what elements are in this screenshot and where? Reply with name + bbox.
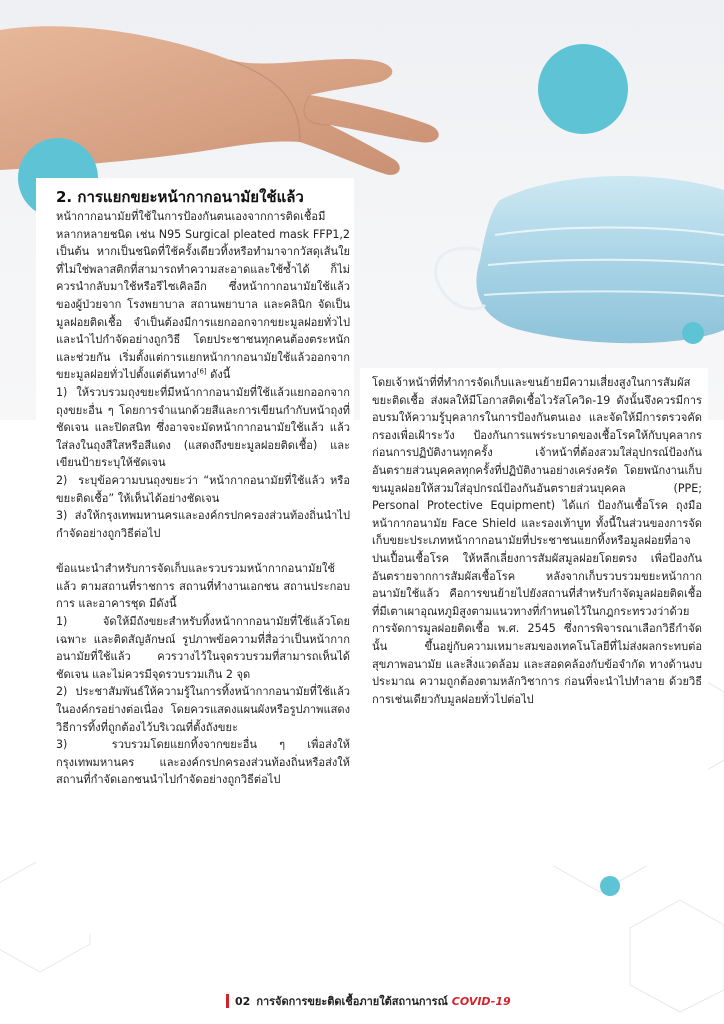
intro-text: หน้ากากอนามัยที่ใช้ในการป้องกันตนเองจากการติดเชื้อมีหลากหลายชนิด เช่น N95 Surgical pleated mask FFP1,2 เป็นต้น หากเป็นชนิดที่ใช้ครั้งเดียวทิ้งหรือทำมาจากวัสดุเส้นใยที่ไม่ใช่พลาสติกที่สามารถทำความสะอาดและใช้ซ้ำได้ ก็ไม่ควรนำกลับมาใช้หรือรีไซเคิลอีก ซึ่งหน้ากากอนามัยใช้แล้วของผู้ป่วยจาก โรงพยาบาล สถานพยาบาล และคลินิก จัดเป็นมูลฝอยติดเชื้อ จำเป็นต้องมีการแยกออกจากขยะมูลฝอยทั่วไป และนำไปกำจัดอย่างถูกวิธี โดยประชาชนทุกคนต้องตระหนักและช่วยกัน เริ่มตั้งแต่การแยกหน้ากากอนามัยใช้แล้วออกจากขยะมูลฝอยทั่วไปตั้งแต่ต้นทาง bbox=[56, 210, 350, 382]
left-column bbox=[56, 186, 350, 789]
footer-accent-bar bbox=[226, 994, 229, 1008]
intro-suffix: ดังนี้ bbox=[206, 368, 231, 382]
intro-paragraph bbox=[56, 208, 350, 384]
accent-circle-small-low bbox=[600, 876, 620, 896]
list-item: 1) จัดให้มีถังขยะสำหรับทิ้งหน้ากากอนามัยที่ใช้แล้วโดยเฉพาะ และติดสัญลักษณ์ รูปภาพข้อความที่สื่อว่าเป็นหน้ากากอนามัยที่ใช้แล้ว ควรวางไว้ในจุดรวบรวมที่สามารถเห็นได้ชัดเจน และไม่ควรมีจุดรวบรวมเกิน 2 จุด bbox=[56, 615, 350, 681]
page-footer bbox=[226, 993, 511, 1009]
accent-circle-small-mid bbox=[682, 322, 704, 344]
list-item: 3) ส่งให้กรุงเทพมหานครและองค์กรปกครองส่วนท้องถิ่นนำไปกำจัดอย่างถูกวิธีต่อไป bbox=[56, 509, 350, 540]
list-item: 2) ประชาสัมพันธ์ให้ความรู้ในการทิ้งหน้ากากอนามัยที่ใช้แล้วในองค์กรอย่างต่อเนื่อง โดยควรแสดงแผนผังหรือรูปภาพแสดงวิธีการทิ้งที่ถูกต้องไว้บริเวณที่ตั้งถังขยะ bbox=[56, 685, 350, 734]
footer-title: การจัดการขยะติดเชื้อภายใต้สถานการณ์ bbox=[256, 995, 448, 1008]
footer-title-highlight: COVID-19 bbox=[451, 994, 511, 1008]
recommendation-paragraph: ข้อแนะนำสำหรับการจัดเก็บและรวบรวมหน้ากากอนามัยใช้แล้ว ตามสถานที่ราชการ สถานที่ทำงานเอกชน สถานประกอบการ และอาคารชุด มีดังนี้ bbox=[56, 562, 350, 611]
list-item: 1) ให้รวบรวมถุงขยะที่มีหน้ากากอนามัยที่ใช้แล้วแยกออกจากถุงขยะอื่น ๆ โดยการจำแนกด้วยสีและการเขียนกำกับหน้าถุงที่ชัดเจน และปิดสนิท ซึ่งอาจจะมัดหน้ากากอนามัยใช้แล้ว แล้วใส่ลงในถุงสีใสหรือสีแดง (แสดงถึงขยะมูลฝอยติดเชื้อ) และเขียนป้ายระบุให้ชัดเจน bbox=[56, 385, 350, 470]
list-item: 3) รวบรวมโดยแยกทิ้งจากขยะอื่น ๆ เพื่อส่งให้กรุงเทพมหานคร และองค์กรปกครองส่วนท้องถิ่นหรือส่งให้สถานที่กำจัดเอกชนนำไปกำจัดอย่างถูกวิธีต่อไป bbox=[56, 738, 350, 787]
reference-mark: [6] bbox=[196, 367, 207, 376]
section-title: 2. การแยกขยะหน้ากากอนามัยใช้แล้ว bbox=[56, 188, 304, 206]
list-item: 2) ระบุข้อความบนถุงขยะว่า “หน้ากากอนามัยที่ใช้แล้ว หรือ ขยะติดเชื้อ” ให้เห็นได้อย่างชัดเจน bbox=[56, 473, 350, 505]
right-column bbox=[372, 374, 702, 708]
accent-circle-top-right bbox=[538, 44, 628, 134]
page-number: 02 bbox=[235, 994, 251, 1008]
right-paragraph: โดยเจ้าหน้าที่ที่ทำการจัดเก็บและขนย้ายมีความเสี่ยงสูงในการสัมผัสขยะติดเชื้อ ส่งผลให้มีโอกาสติดเชื้อไวรัสโควิด-19 ดังนั้นจึงควรมีการอบรมให้ความรู้บุคลากรในการป้องกันตนเอง และจัดให้มีการตรวจคัดกรองเพื่อเฝ้าระวัง ป้องกันการแพร่ระบาดของเชื้อโรคให้กับบุคลากรก่อนการปฏิบัติงานทุกครั้ง เจ้าหน้าที่ต้องสวมใส่อุปกรณ์ป้องกันอันตรายส่วนบุคคลทุกครั้งที่ปฏิบัติงานอย่างเคร่งครัด โดยพนักงานเก็บขนมูลฝอยให้สวมใส่อุปกรณ์ป้องกันอันตรายส่วนบุคคล (PPE; Personal Protective Equipment) ได้แก่ ป้องกันเชื้อโรค ถุงมือ หน้ากากอนามัย Face Shield และรองเท้าบูท ทั้งนี้ในส่วนของการจัดเก็บขยะประเภทหน้ากากอนามัยที่ประชาชนแยกทิ้งหรือมูลฝอยที่อาจปนเปื้อนเชื้อโรค ให้หลีกเลี่ยงการสัมผัสมูลฝอยโดยตรง เพื่อป้องกันอันตรายจากการสัมผัสเชื้อโรค หลังจากเก็บรวบรวมขยะหน้ากากอนามัยใช้แล้ว คือการขนย้ายไปยังสถานที่สำหรับกำจัดมูลฝอยติดเชื้อที่มีเตาเผาอุณหภูมิสูงตามแนวทางที่กำหนดไว้ในกฎกระทรวงว่าด้วยการจัดการมูลฝอยติดเชื้อ พ.ศ. 2545 ซึ่งการพิจารณาเลือกวิธีกำจัดนั้น ขึ้นอยู่กับความเหมาะสมของเทคโนโลยีที่ไม่ส่งผลกระทบต่อสุขภาพอนามัย และสิ่งแวดล้อม และสอดคล้องกับข้อจำกัด ทางด้านงบประมาณ ความถูกต้องตามหลักวิชาการ ก่อนที่จะนำไปทำลาย ด้วยวิธีการเช่นเดียวกับมูลฝอยทั่วไปต่อไป bbox=[372, 376, 702, 706]
